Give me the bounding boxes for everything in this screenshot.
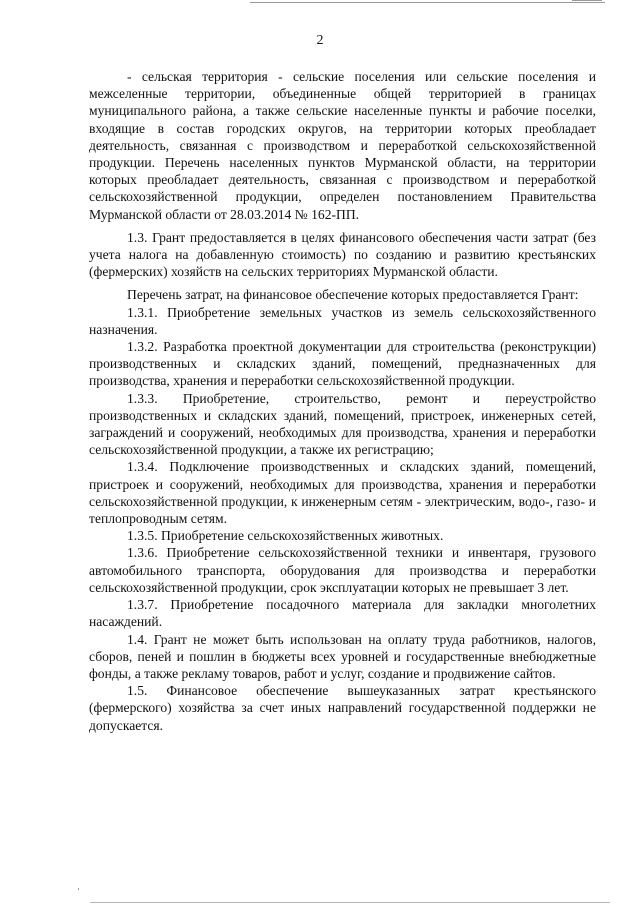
page-number: 2 (316, 33, 324, 48)
paragraph-1-3-2-design-documentation: 1.3.2. Разработка проектной документации для строительства (реконструкции) производственных и складских зданий, помещений, предназначенных для производства, хранения и переработки сельскохозяйственной продукции. (89, 339, 596, 389)
top-scan-mark (572, 0, 602, 1)
paragraph-1-3-5-animals: 1.3.5. Приобретение сельскохозяйственных животных. (127, 528, 444, 544)
paragraph-1-5-no-double-funding: 1.5. Финансовое обеспечение вышеуказанных затрат крестьянского (фермерского) хозяйства за счет иных направлений государственной поддержки не допускается. (89, 683, 596, 733)
paragraph-1-3-7-planting-material: 1.3.7. Приобретение посадочного материала для закладки многолетних насаждений. (89, 597, 596, 630)
paragraph-1-3-4-utility-connection: 1.3.4. Подключение производственных и складских зданий, помещений, пристроек и сооружений, необходимых для производства, хранения и переработки сельскохозяйственной продукции, к инженерным сетям - электрическим, водо-, газо- и теплопроводным сетям. (89, 459, 596, 527)
paragraph-1-3-1-land-purchase: 1.3.1. Приобретение земельных участков из земель сельскохозяйственного назначения. (89, 304, 596, 337)
scan-speck (78, 888, 79, 890)
paragraph-1-3-6-machinery: 1.3.6. Приобретение сельскохозяйственной техники и инвентаря, грузового автомобильного транспорта, оборудования для производства и переработки сельскохозяйственной продукции, срок эксплуатации которых не превышает 3 лет. (89, 545, 596, 595)
bottom-scan-rule (90, 902, 610, 903)
paragraph-1-3-grant-purpose: 1.3. Грант предоставляется в целях финансового обеспечения части затрат (без учета налога на добавленную стоимость) по созданию и развитию крестьянских (фермерских) хозяйств на сельских территориях Мурманской области. (89, 229, 596, 280)
paragraph-1-3-3-construction: 1.3.3. Приобретение, строительство, ремонт и переустройство производственных и складских зданий, помещений, пристроек, инженерных сетей, заграждений и сооружений, необходимых для производства, хранения и переработки сельскохозяйственной продукции, а также их регистрацию; (89, 390, 596, 458)
document-body (89, 68, 596, 734)
paragraph-1-4-grant-restrictions: 1.4. Грант не может быть использован на оплату труда работников, налогов, сборов, пеней и пошлин в бюджеты всех уровней и государственные внебюджетные фонды, а также рекламу товаров, работ и услуг, создание и продвижение сайтов. (89, 631, 596, 681)
paragraph-rural-territory-definition: - сельская территория - сельские поселения или сельские поселения и межселенные территории, объединенные общей территорией в границах муниципального района, а также сельские населенные пункты и рабочие поселки, входящие в состав городских округов, на территории которых преобладает деятельность, связанная с производством и переработкой сельскохозяйственной продукции. Перечень населенных пунктов Мурманской области, на территории которых преобладает деятельность, связанная с производством и переработкой сельскохозяйственной продукции, определен постановлением Правительства Мурманской области от 28.03.2014 № 162-ПП. (89, 69, 596, 222)
top-scan-rule (250, 2, 605, 3)
paragraph-expense-list-intro: Перечень затрат, на финансовое обеспечение которых предоставляется Грант: (127, 287, 579, 303)
